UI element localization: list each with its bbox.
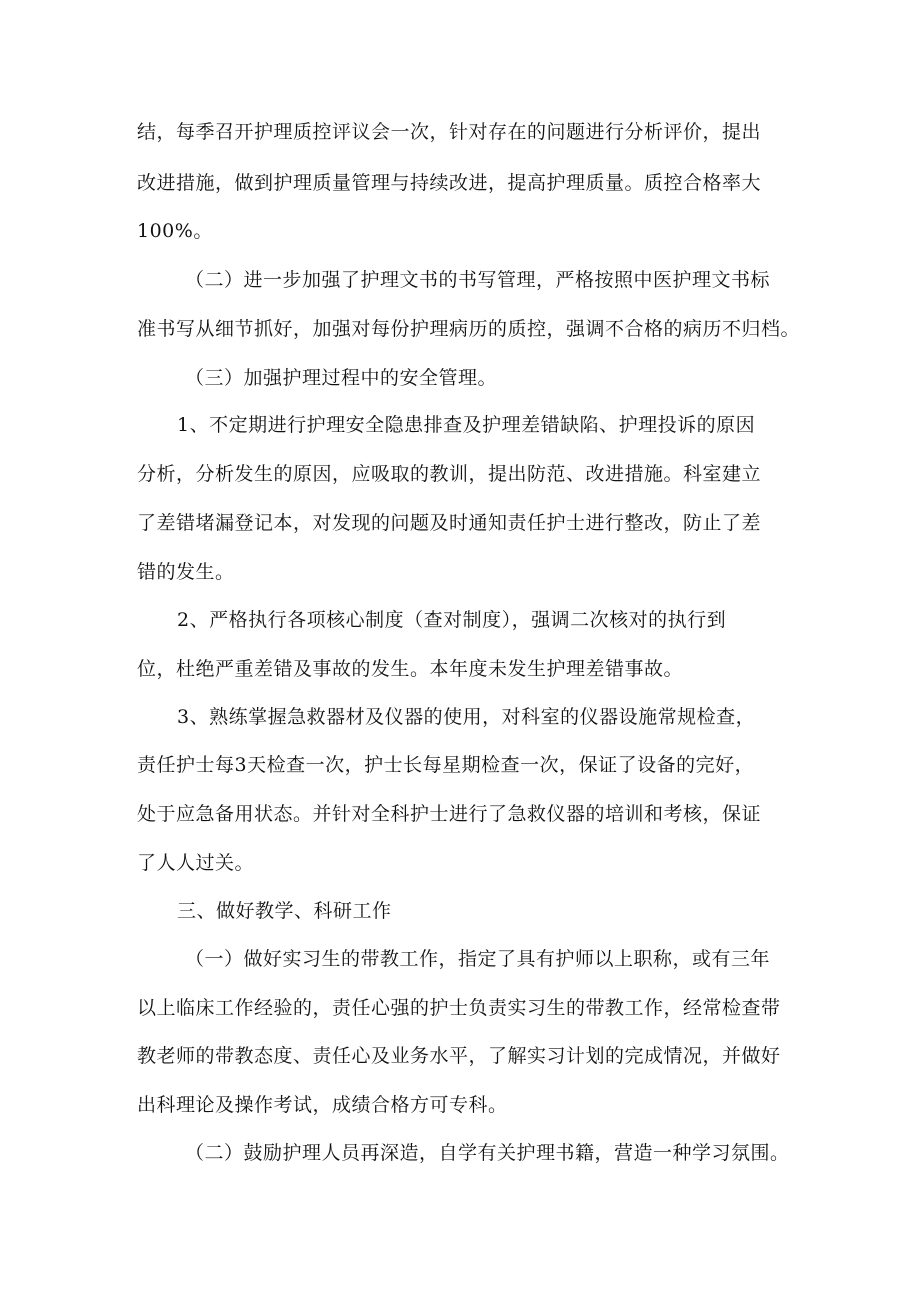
text-line: （二）进一步加强了护理文书的书写管理，严格按照中医护理文书标 xyxy=(185,269,771,291)
text-line: 错的发生。 xyxy=(137,561,235,583)
text-line: 2、严格执行各项核心制度（查对制度），强调二次核对的执行到 xyxy=(177,609,727,631)
text-line: 改进措施，做到护理质量管理与持续改进，提高护理质量。质控合格率大 xyxy=(137,172,762,194)
section-heading: 三、做好教学、科研工作 xyxy=(177,900,392,922)
text-line: 3、熟练掌握急救器材及仪器的使用，对科室的仪器设施常规检查， xyxy=(177,706,756,728)
text-line: 出科理论及操作考试，成绩合格方可专科。 xyxy=(137,1094,508,1116)
text-line: （二）鼓励护理人员再深造，自学有关护理书籍，营造一种学习氛围。 xyxy=(185,1142,790,1164)
text-line: 100%。 xyxy=(137,220,213,242)
text-line: （一）做好实习生的带教工作，指定了具有护师以上职称，或有三年 xyxy=(185,948,771,970)
text-line: 了差错堵漏登记本，对发现的问题及时通知责任护士进行整改，防止了差 xyxy=(137,512,762,534)
text-line: 分析，分析发生的原因，应吸取的教训，提出防范、改进措施。科室建立 xyxy=(137,463,762,485)
text-line: 教老师的带教态度、责任心及业务水平，了解实习计划的完成情况，并做好 xyxy=(137,1045,781,1067)
section-heading: （三）加强护理过程中的安全管理。 xyxy=(185,367,498,389)
text-line: 了人人过关。 xyxy=(137,852,255,874)
text-line: 结，每季召开护理质控评议会一次，针对存在的问题进行分析评价，提出 xyxy=(137,121,762,143)
text-line: 位，杜绝严重差错及事故的发生。本年度未发生护理差错事故。 xyxy=(137,658,684,680)
text-line: 以上临床工作经验的，责任心强的护士负责实习生的带教工作，经常检查带 xyxy=(137,997,781,1019)
text-line: 准书写从细节抓好，加强对每份护理病历的质控，强调不合格的病历不归档。 xyxy=(137,318,801,340)
text-line: 1、不定期进行护理安全隐患排查及护理差错缺陷、护理投诉的原因 xyxy=(177,414,756,436)
text-line: 责任护士每3天检查一次，护士长每星期检查一次，保证了设备的完好， xyxy=(137,754,755,776)
text-line: 处于应急备用状态。并针对全科护士进行了急救仪器的培训和考核，保证 xyxy=(137,803,762,825)
